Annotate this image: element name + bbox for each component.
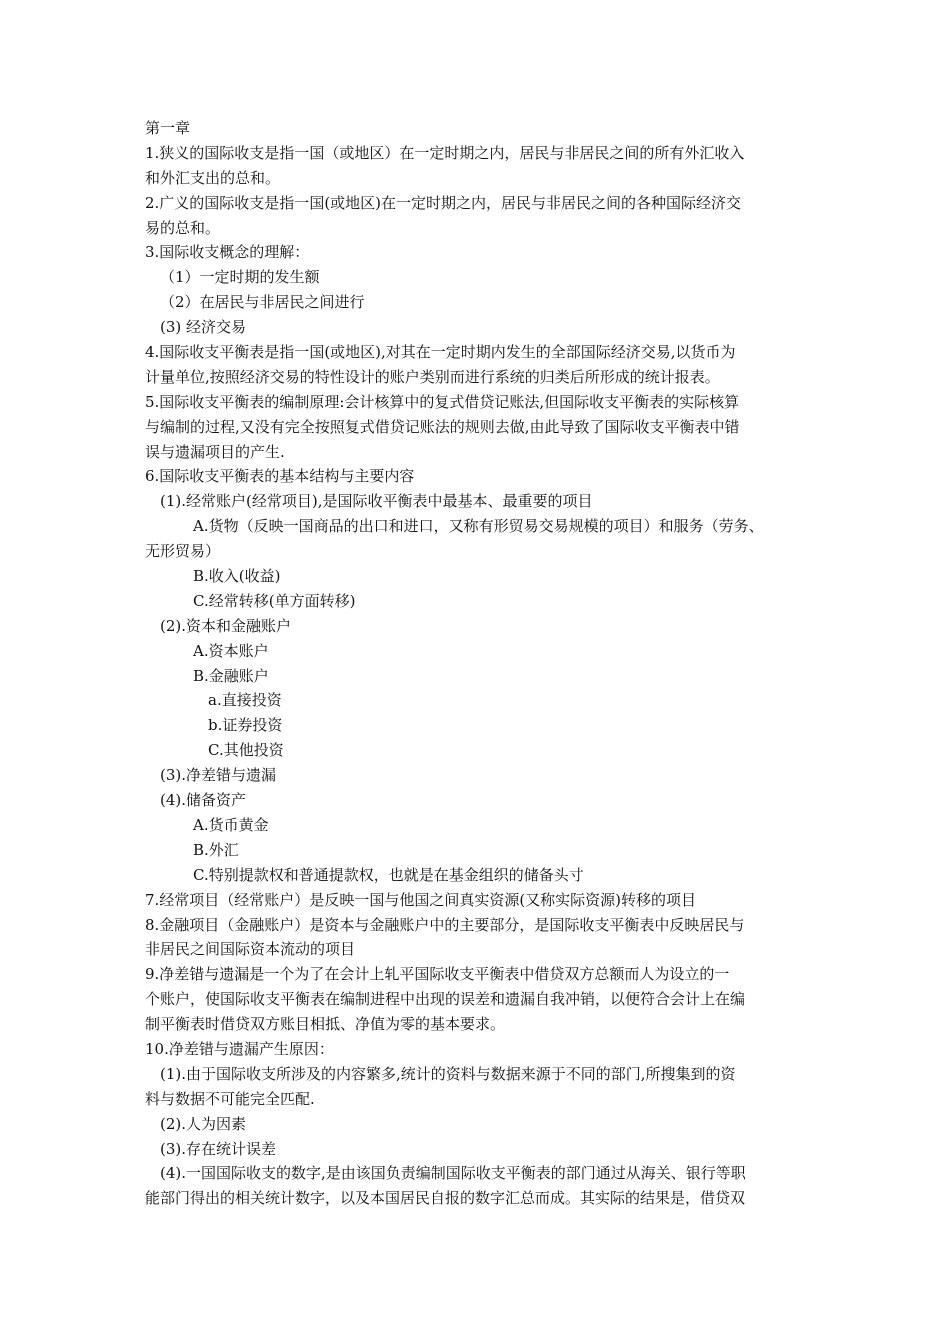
text-line: 5.国际收支平衡表的编制原理:会计核算中的复式借贷记账法,但国际收支平衡表的实际核算 [145,392,740,411]
text-line: B.金融账户 [193,666,269,685]
text-line: 7.经常项目（经常账户）是反映一国与他国之间真实资源(又称实际资源)转移的项目 [145,890,697,909]
text-line: 计量单位,按照经济交易的特性设计的账户类别而进行系统的归类后所形成的统计报表。 [145,367,720,386]
chapter-heading: 第一章 [145,119,191,137]
text-line: （2）在居民与非居民之间进行 [160,293,365,312]
text-line: 非居民之间国际资本流动的项目 [145,940,356,959]
text-line: A.货币黄金 [193,815,269,834]
text-line: 制平衡表时借贷双方账目相抵、净值为零的基本要求。 [145,1015,506,1034]
text-line: 8.金融项目（金融账户）是资本与金融账户中的主要部分，是国际收支平衡表中反映居民与 [145,915,745,934]
text-line: （1）一定时期的发生额 [160,268,320,287]
text-line: (1).经常账户(经常项目),是国际收平衡表中最基本、最重要的项目 [160,492,593,511]
text-line: 能部门得出的相关统计数字，以及本国居民自报的数字汇总而成。其实际的结果是，借贷双 [145,1189,746,1208]
text-line: B.外汇 [193,840,239,859]
text-line: A.资本账户 [193,641,269,660]
text-line: B.收入(收益) [193,567,281,586]
text-line: a.直接投资 [208,691,282,710]
document-page [145,116,810,1211]
text-line: (2).人为因素 [160,1114,247,1133]
text-line: 易的总和。 [145,218,221,237]
text-line: 4.国际收支平衡表是指一国(或地区),对其在一定时期内发生的全部国际经济交易,以货币为 [145,343,736,362]
text-line: (2).资本和金融账户 [160,616,292,635]
text-line: 误与遗漏项目的产生. [145,442,285,461]
text-line: 无形贸易） [145,542,221,561]
text-line: (1).由于国际收支所涉及的内容繁多,统计的资料与数据来源于不同的部门,所搜集到的资 [160,1064,736,1083]
text-line: 10.净差错与遗漏产生原因： [145,1039,334,1058]
text-line: 9.净差错与遗漏是一个为了在会计上轧平国际收支平衡表中借贷双方总额而人为设立的一 [145,965,730,984]
text-line: C.特别提款权和普通提款权，也就是在基金组织的储备头寸 [193,865,584,884]
text-line: b.证券投资 [208,716,283,735]
text-line: 2.广义的国际收支是指一国(或地区)在一定时期之内，居民与非居民之间的各种国际经济交 [145,193,742,212]
text-line: C.其他投资 [208,741,284,760]
text-line: 6.国际收支平衡表的基本结构与主要内容 [145,467,415,486]
text-line: (3) 经济交易 [160,318,247,337]
text-line: 3.国际收支概念的理解： [145,243,310,262]
text-line: 与编制的过程,又没有完全按照复式借贷记账法的规则去做,由此导致了国际收支平衡表中错 [145,417,740,436]
text-line: A.货物（反映一国商品的出口和进口，又称有形贸易交易规模的项目）和服务（劳务、 [193,517,764,536]
text-line: 1.狭义的国际收支是指一国（或地区）在一定时期之内，居民与非居民之间的所有外汇收入 [145,143,745,162]
text-line: 个账户，使国际收支平衡表在编制进程中出现的误差和遗漏自我冲销，以便符合会计上在编 [145,990,746,1009]
text-line: (3).净差错与遗漏 [160,766,277,785]
text-line: 和外汇支出的总和。 [145,168,281,187]
text-line: 料与数据不可能完全匹配. [145,1089,315,1108]
text-line: C.经常转移(单方面转移) [193,591,356,610]
text-line: (3).存在统计误差 [160,1139,277,1158]
text-line: (4).一国国际收支的数字,是由该国负责编制国际收支平衡表的部门通过从海关、银行等职 [160,1164,746,1183]
text-line: (4).储备资产 [160,791,247,810]
